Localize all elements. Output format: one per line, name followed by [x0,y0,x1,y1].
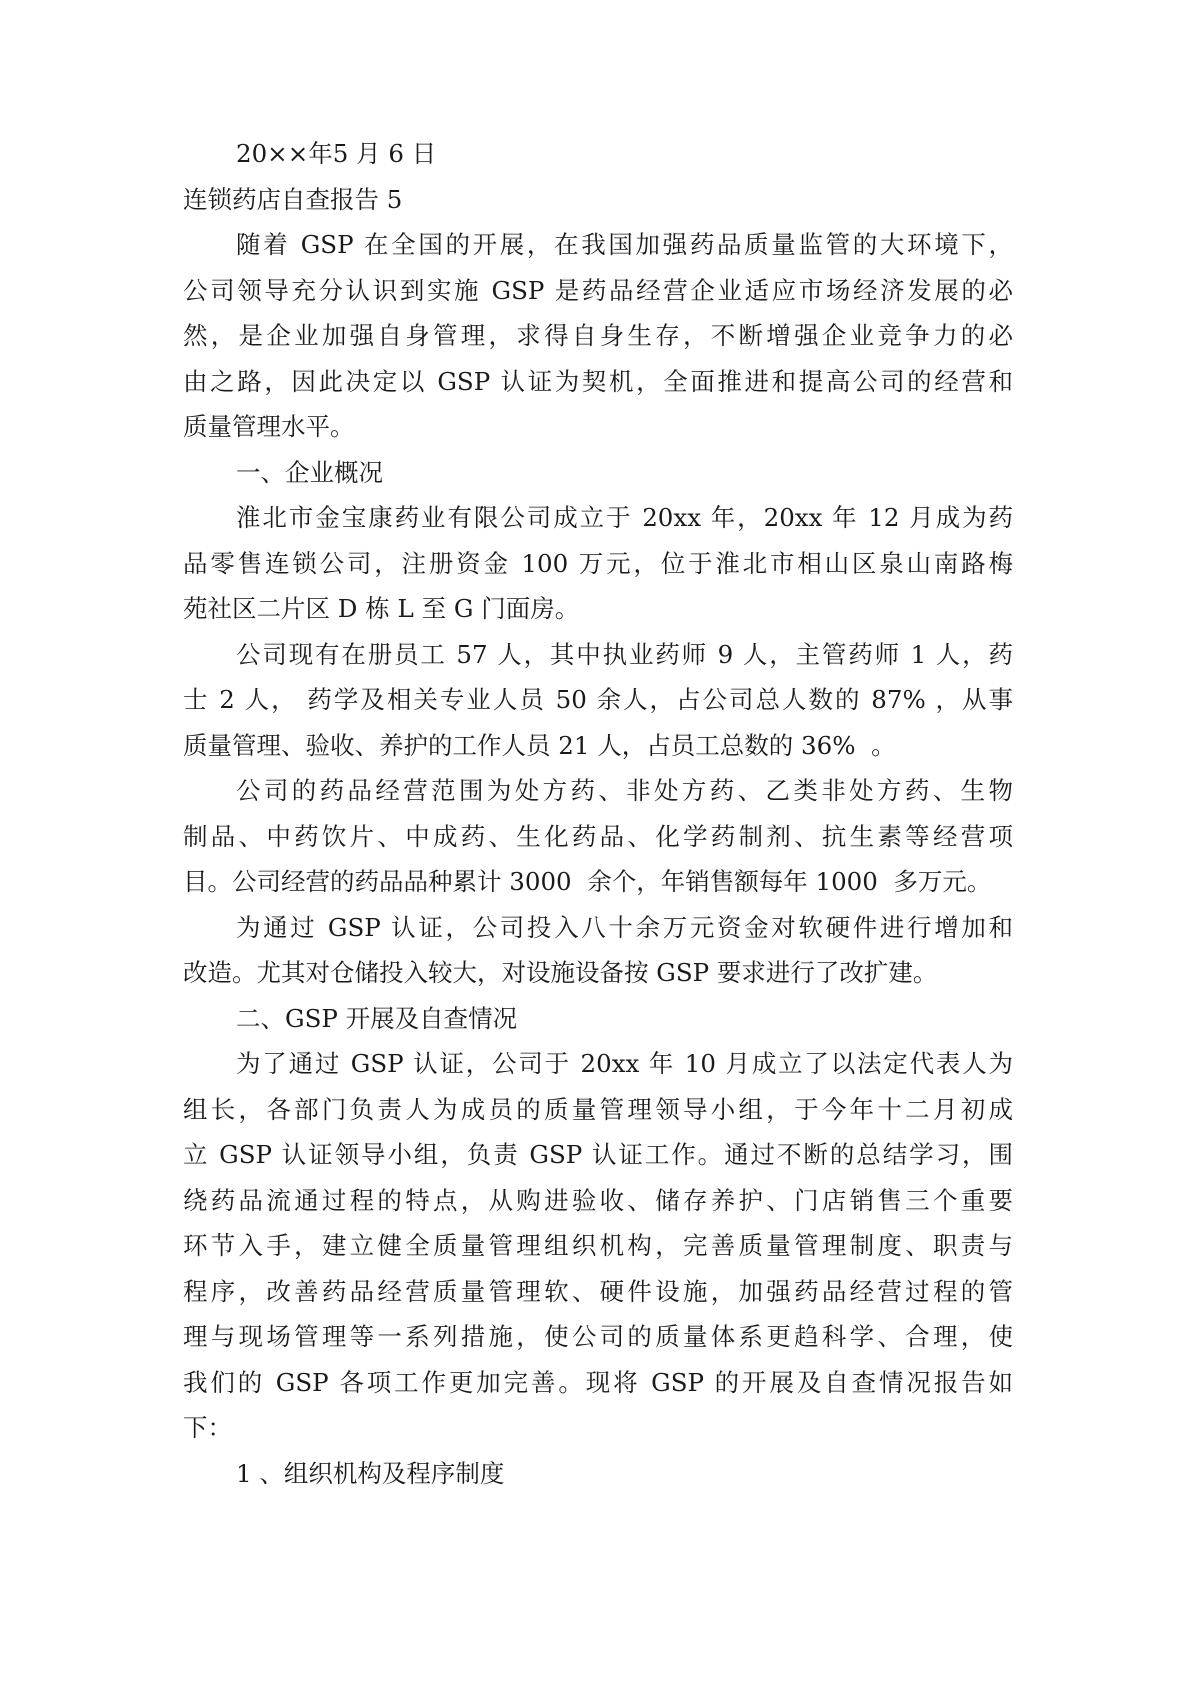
text-line: 立 GSP 认证领导小组，负责 GSP 认证工作。通过不断的总结学习，围 [183,1140,1013,1169]
text-line: 淮北市金宝康药业有限公司成立于 20xx 年，20xx 年 12 月成为药 [236,503,1013,532]
text-line: 一、企业概况 [236,457,383,487]
text-line: 苑社区二片区 D 栋 L 至 G 门面房。 [183,594,580,623]
text-line: 公司的药品经营范围为处方药、非处方药、乙类非处方药、生物 [236,776,1013,805]
text-line: 制品、中药饮片、中成药、生化药品、化学药制剂、抗生素等经营项 [183,821,1013,851]
text-line: 目。公司经营的药品品种累计 3000 余个，年销售额每年 1000 多万元。 [183,867,992,896]
date-line: 20××年5 月 6 日 [236,139,437,168]
text-line: 为了通过 GSP 认证，公司于 20xx 年 10 月成立了以法定代表人为 [236,1049,1013,1078]
text-line: 为通过 GSP 认证，公司投入八十余万元资金对软硬件进行增加和 [236,912,1013,942]
text-line: 士 2 人， 药学及相关专业人员 50 余人，占公司总人数的 87% ，从事 [183,685,1013,714]
text-line: 二、GSP 开展及自查情况 [236,1003,518,1033]
document-body [183,131,1013,1496]
text-line: 程序，改善药品经营质量管理软、硬件设施，加强药品经营过程的管 [183,1276,1013,1306]
text-line: 1 、组织机构及程序制度 [236,1458,505,1488]
text-line: 质量管理、验收、养护的工作人员 21 人，占员工总数的 36% 。 [183,730,896,760]
paragraph-lines [183,222,1013,1496]
section-title: 连锁药店自查报告 5 [183,184,403,214]
text-line: 下： [183,1413,232,1442]
text-line: 品零售连锁公司，注册资金 100 万元，位于淮北市相山区泉山南路梅 [183,548,1013,578]
text-line: 理与现场管理等一系列措施，使公司的质量体系更趋科学、合理，使 [183,1322,1013,1351]
text-line: 公司领导充分认识到实施 GSP 是药品经营企业适应市场经济发展的必 [183,275,1013,305]
text-line: 随着 GSP 在全国的开展，在我国加强药品质量监管的大环境下， [236,230,1013,259]
text-line: 我们的 GSP 各项工作更加完善。现将 GSP 的开展及自查情况报告如 [183,1367,1013,1397]
text-line: 环节入手，建立健全质量管理组织机构，完善质量管理制度、职责与 [183,1231,1013,1260]
text-line: 绕药品流通过程的特点，从购进验收、储存养护、门店销售三个重要 [183,1185,1013,1215]
text-line: 由之路，因此决定以 GSP 认证为契机，全面推进和提高公司的经营和 [183,366,1013,396]
text-line: 质量管理水平。 [183,412,355,441]
text-line: 组长，各部门负责人为成员的质量管理领导小组，于今年十二月初成 [183,1094,1013,1124]
text-line: 改造。尤其对仓储投入较大，对设施设备按 GSP 要求进行了改扩建。 [183,958,938,987]
text-line: 然，是企业加强自身管理，求得自身生存，不断增强企业竞争力的必 [183,321,1013,350]
text-line: 公司现有在册员工 57 人，其中执业药师 9 人，主管药师 1 人，药 [236,639,1013,669]
